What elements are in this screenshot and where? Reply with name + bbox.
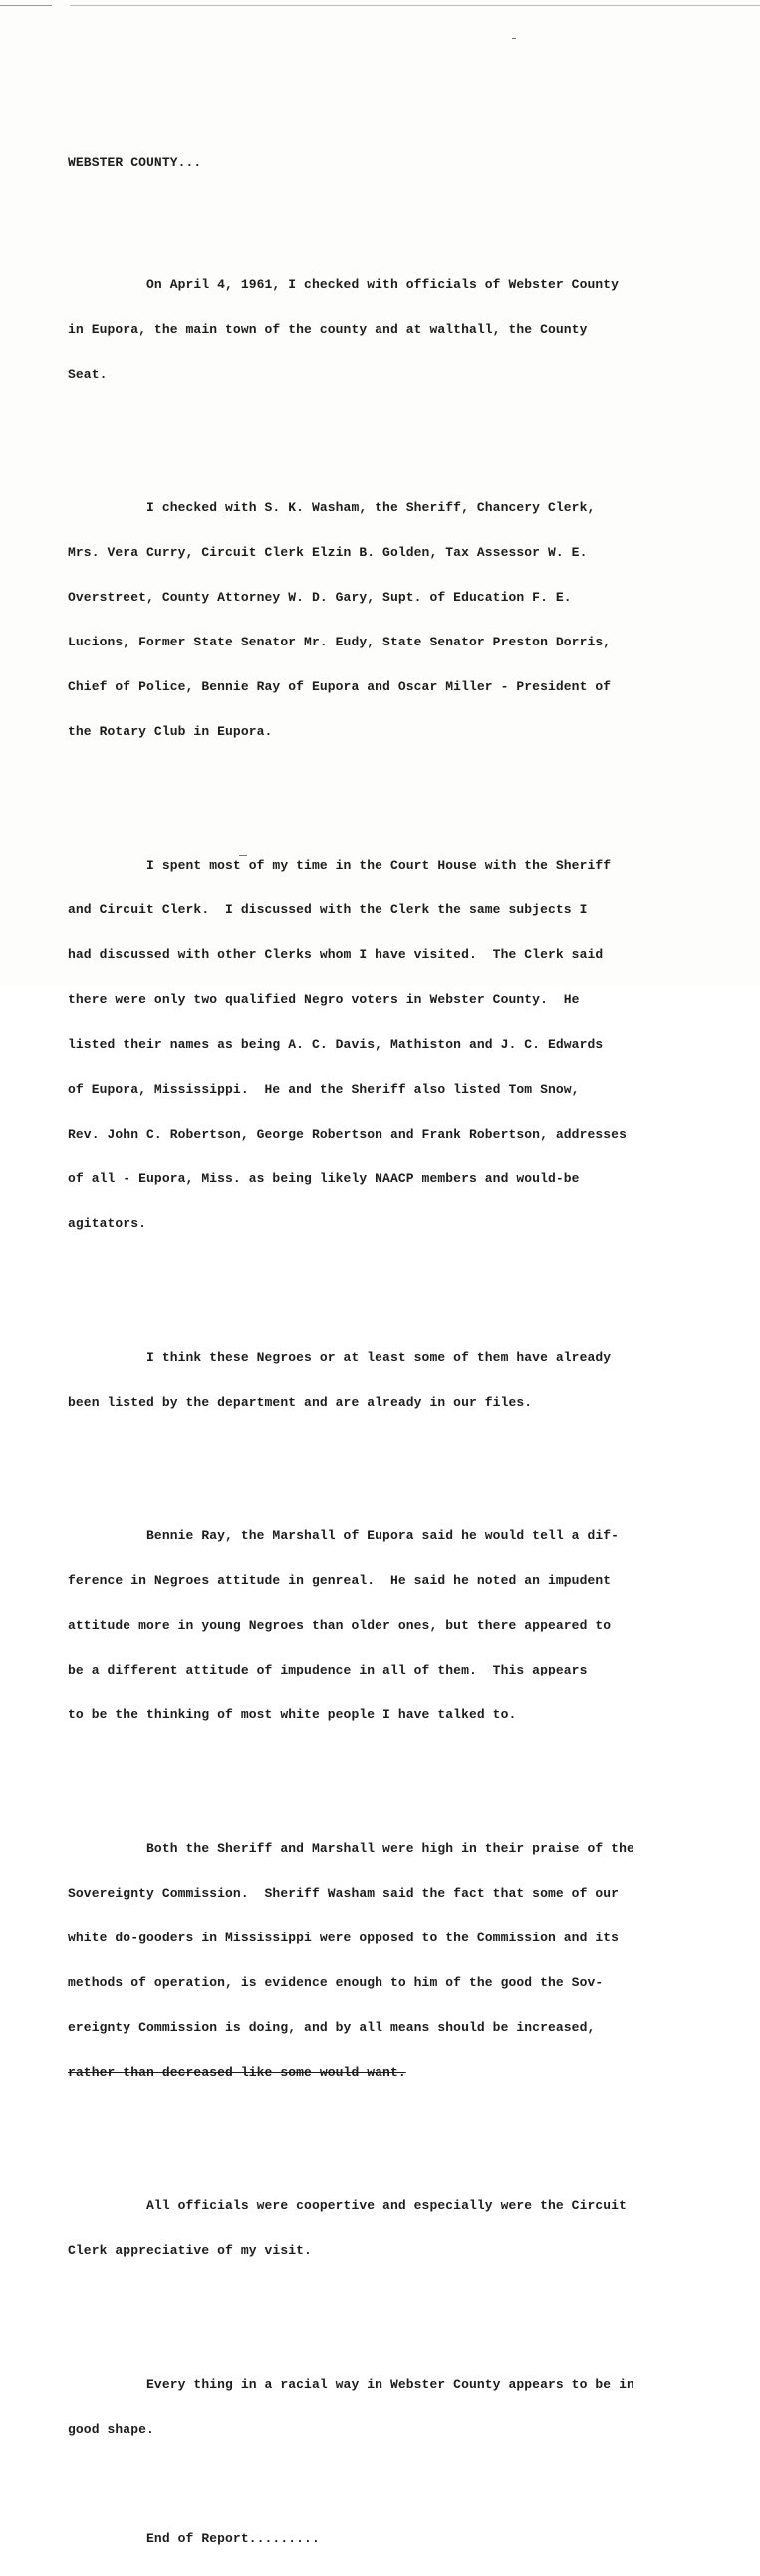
- text-line: Seat.: [68, 367, 108, 382]
- struck-through-line: rather than decreased like some would want.: [68, 2065, 406, 2080]
- text-line: agitators.: [68, 1216, 147, 1231]
- paragraph-marshall: [68, 1498, 715, 1752]
- text-line: All officials were coopertive and especially were the Circuit: [68, 2198, 627, 2213]
- text-line: good shape.: [68, 2422, 154, 2437]
- text-line: of all - Eupora, Miss. as being likely NAACP members and would-be: [68, 1171, 580, 1186]
- text-line: Rev. John C. Robertson, George Robertson and Frank Robertson, addresses: [68, 1127, 627, 1142]
- paragraph-commission: [68, 1811, 715, 2110]
- text-line: the Rotary Club in Eupora.: [68, 724, 273, 739]
- text-line: ereignty Commission is doing, and by all means should be increased,: [68, 2020, 596, 2035]
- typed-report: [68, 126, 715, 2576]
- text-line: I think these Negroes or at least some of them have already: [68, 1350, 612, 1365]
- text-line: ference in Negroes attitude in genreal. He said he noted an impudent: [68, 1573, 612, 1588]
- text-line: be a different attitude of impudence in all of them. This appears: [68, 1663, 588, 1677]
- paragraph-conclusion: [68, 2347, 715, 2466]
- text-line: white do-gooders in Mississippi were opposed to the Commission and its: [68, 1931, 620, 1945]
- text-line: attitude more in young Negroes than older ones, but there appeared to: [68, 1618, 612, 1633]
- text-line: I spent most of my time in the Court House with the Sheriff: [68, 858, 612, 873]
- text-line: On April 4, 1961, I checked with officials of Webster County: [68, 277, 620, 292]
- paragraph-visit-date: [68, 247, 715, 411]
- text-line: Overstreet, County Attorney W. D. Gary, Supt. of Education F. E.: [68, 590, 572, 605]
- text-line: Both the Sheriff and Marshall were high in their praise of the: [68, 1841, 634, 1856]
- scan-edge-line: [70, 5, 760, 6]
- scan-edge-line: [0, 5, 52, 6]
- text-line: Chief of Police, Bennie Ray of Eupora and Oscar Miller - President of: [68, 679, 612, 694]
- scan-speck: [512, 38, 516, 39]
- paragraph-cooperation: [68, 2169, 715, 2288]
- text-line: Every thing in a racial way in Webster County appears to be in: [68, 2377, 634, 2392]
- text-line: been listed by the department and are already in our files.: [68, 1395, 533, 1410]
- text-line: methods of operation, is evidence enough to him of the good the Sov-: [68, 1975, 604, 1990]
- text-line: Mrs. Vera Curry, Circuit Clerk Elzin B. Golden, Tax Assessor W. E.: [68, 545, 588, 560]
- text-line: listed their names as being A. C. Davis, Mathiston and J. C. Edwards: [68, 1037, 604, 1052]
- report-heading: WEBSTER COUNTY...: [68, 155, 202, 170]
- end-of-report: End of Report.........: [68, 2531, 320, 2546]
- text-line: there were only two qualified Negro voters in Webster County. He: [68, 992, 580, 1007]
- text-line: of Eupora, Mississippi. He and the Sheriff also listed Tom Snow,: [68, 1082, 580, 1097]
- paragraph-files: [68, 1320, 715, 1439]
- paragraph-court-house: [68, 828, 715, 1261]
- text-line: and Circuit Clerk. I discussed with the Clerk the same subjects I: [68, 902, 588, 917]
- text-line: I checked with S. K. Washam, the Sheriff, Chancery Clerk,: [68, 500, 596, 515]
- text-line: in Eupora, the main town of the county and at walthall, the County: [68, 322, 588, 337]
- text-line: had discussed with other Clerks whom I have visited. The Clerk said: [68, 947, 604, 962]
- text-line: Sovereignty Commission. Sheriff Washam said the fact that some of our: [68, 1886, 620, 1901]
- paragraph-officials: [68, 470, 715, 769]
- text-line: Lucions, Former State Senator Mr. Eudy, State Senator Preston Dorris,: [68, 635, 612, 649]
- text-line: Bennie Ray, the Marshall of Eupora said he would tell a dif-: [68, 1528, 620, 1543]
- text-line: to be the thinking of most white people I have talked to.: [68, 1707, 517, 1722]
- text-line: Clerk appreciative of my visit.: [68, 2243, 312, 2258]
